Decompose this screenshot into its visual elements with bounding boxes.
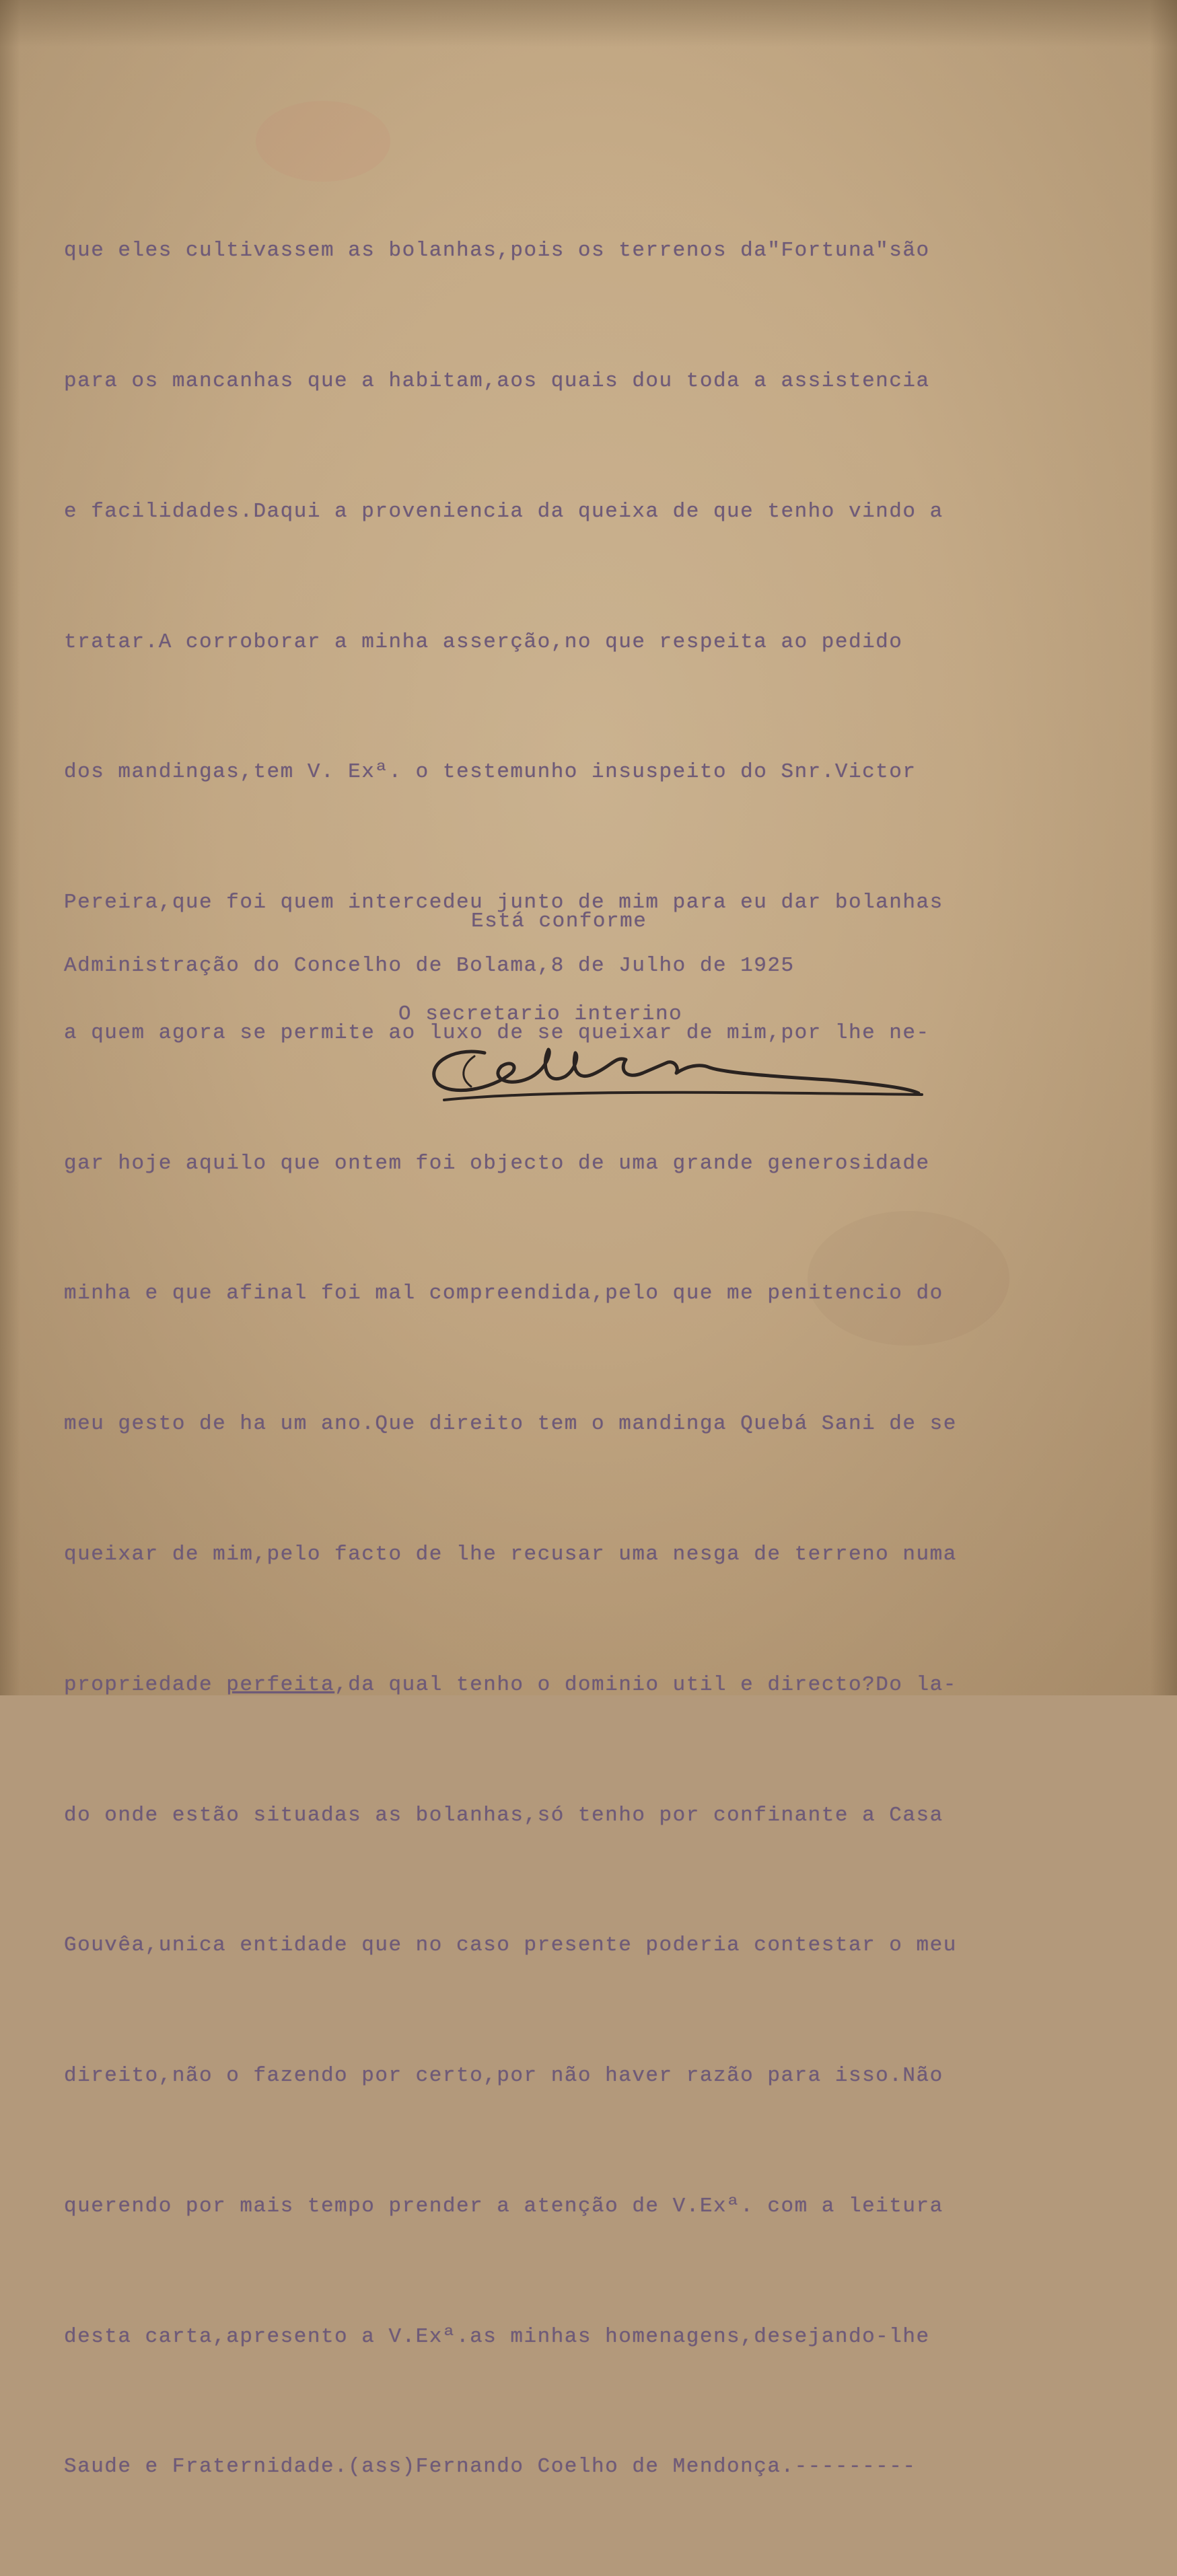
text-line: direito,não o fazendo por certo,por não haver razão para isso.Não: [64, 2064, 943, 2088]
text-line: querendo por mais tempo prender a atenção de V.Exª. com a leitura: [64, 2194, 943, 2218]
paper-edge-shadow: [0, 0, 20, 1695]
conformity-statement: Está conforme: [471, 910, 647, 933]
place-and-date: Administração do Concelho de Bolama,8 de Julho de 1925: [64, 954, 795, 978]
paper-edge-shadow: [1150, 0, 1177, 1695]
text-line: minha e que afinal foi mal compreendida,pelo que me penitencio do: [64, 1282, 943, 1306]
handwritten-signature: [411, 1026, 929, 1113]
signatory-role: O secretario interino: [398, 1002, 683, 1026]
text-line: Pereira,que foi quem intercedeu junto de mim para eu dar bolanhas: [64, 891, 943, 915]
paper-edge-shadow: [0, 0, 1177, 47]
text-line: para os mancanhas que a habitam,aos quais dou toda a assistencia: [64, 369, 930, 393]
text-line: queixar de mim,pelo facto de lhe recusar uma nesga de terreno numa: [64, 1543, 957, 1566]
text-line: Gouvêa,unica entidade que no caso presente poderia contestar o meu: [64, 1934, 957, 1958]
text-line: meu gesto de ha um ano.Que direito tem o mandinga Quebá Sani de se: [64, 1412, 957, 1436]
text-line: que eles cultivassem as bolanhas,pois os terrenos da"Fortuna"são: [64, 239, 930, 263]
text-line: tratar.A corroborar a minha asserção,no que respeita ao pedido: [64, 630, 903, 654]
text-line: desta carta,apresento a V.Exª.as minhas homenagens,desejando-lhe: [64, 2324, 930, 2349]
text-line: dos mandingas,tem V. Exª. o testemunho insuspeito do Snr.Victor: [64, 760, 917, 784]
text-line: e facilidades.Daqui a proveniencia da queixa de que tenho vindo a: [64, 499, 943, 523]
text-line: Saude e Fraternidade.(ass)Fernando Coelho de Mendonça.---------: [64, 2455, 917, 2479]
underlined-word: perfeita: [226, 1672, 335, 1697]
text-line: propriedade perfeita,da qual tenho o dominio util e directo?Do la-: [64, 1672, 957, 1697]
text-line: do onde estão situadas as bolanhas,só tenho por confinante a Casa: [64, 1803, 943, 1827]
text-line: gar hoje aquilo que ontem foi objecto de uma grande generosidade: [64, 1151, 930, 1175]
text-line: a quem agora se permite ao luxo de se queixar de mim,por lhe ne-: [64, 1021, 930, 1045]
letter-body: [64, 143, 1020, 2576]
